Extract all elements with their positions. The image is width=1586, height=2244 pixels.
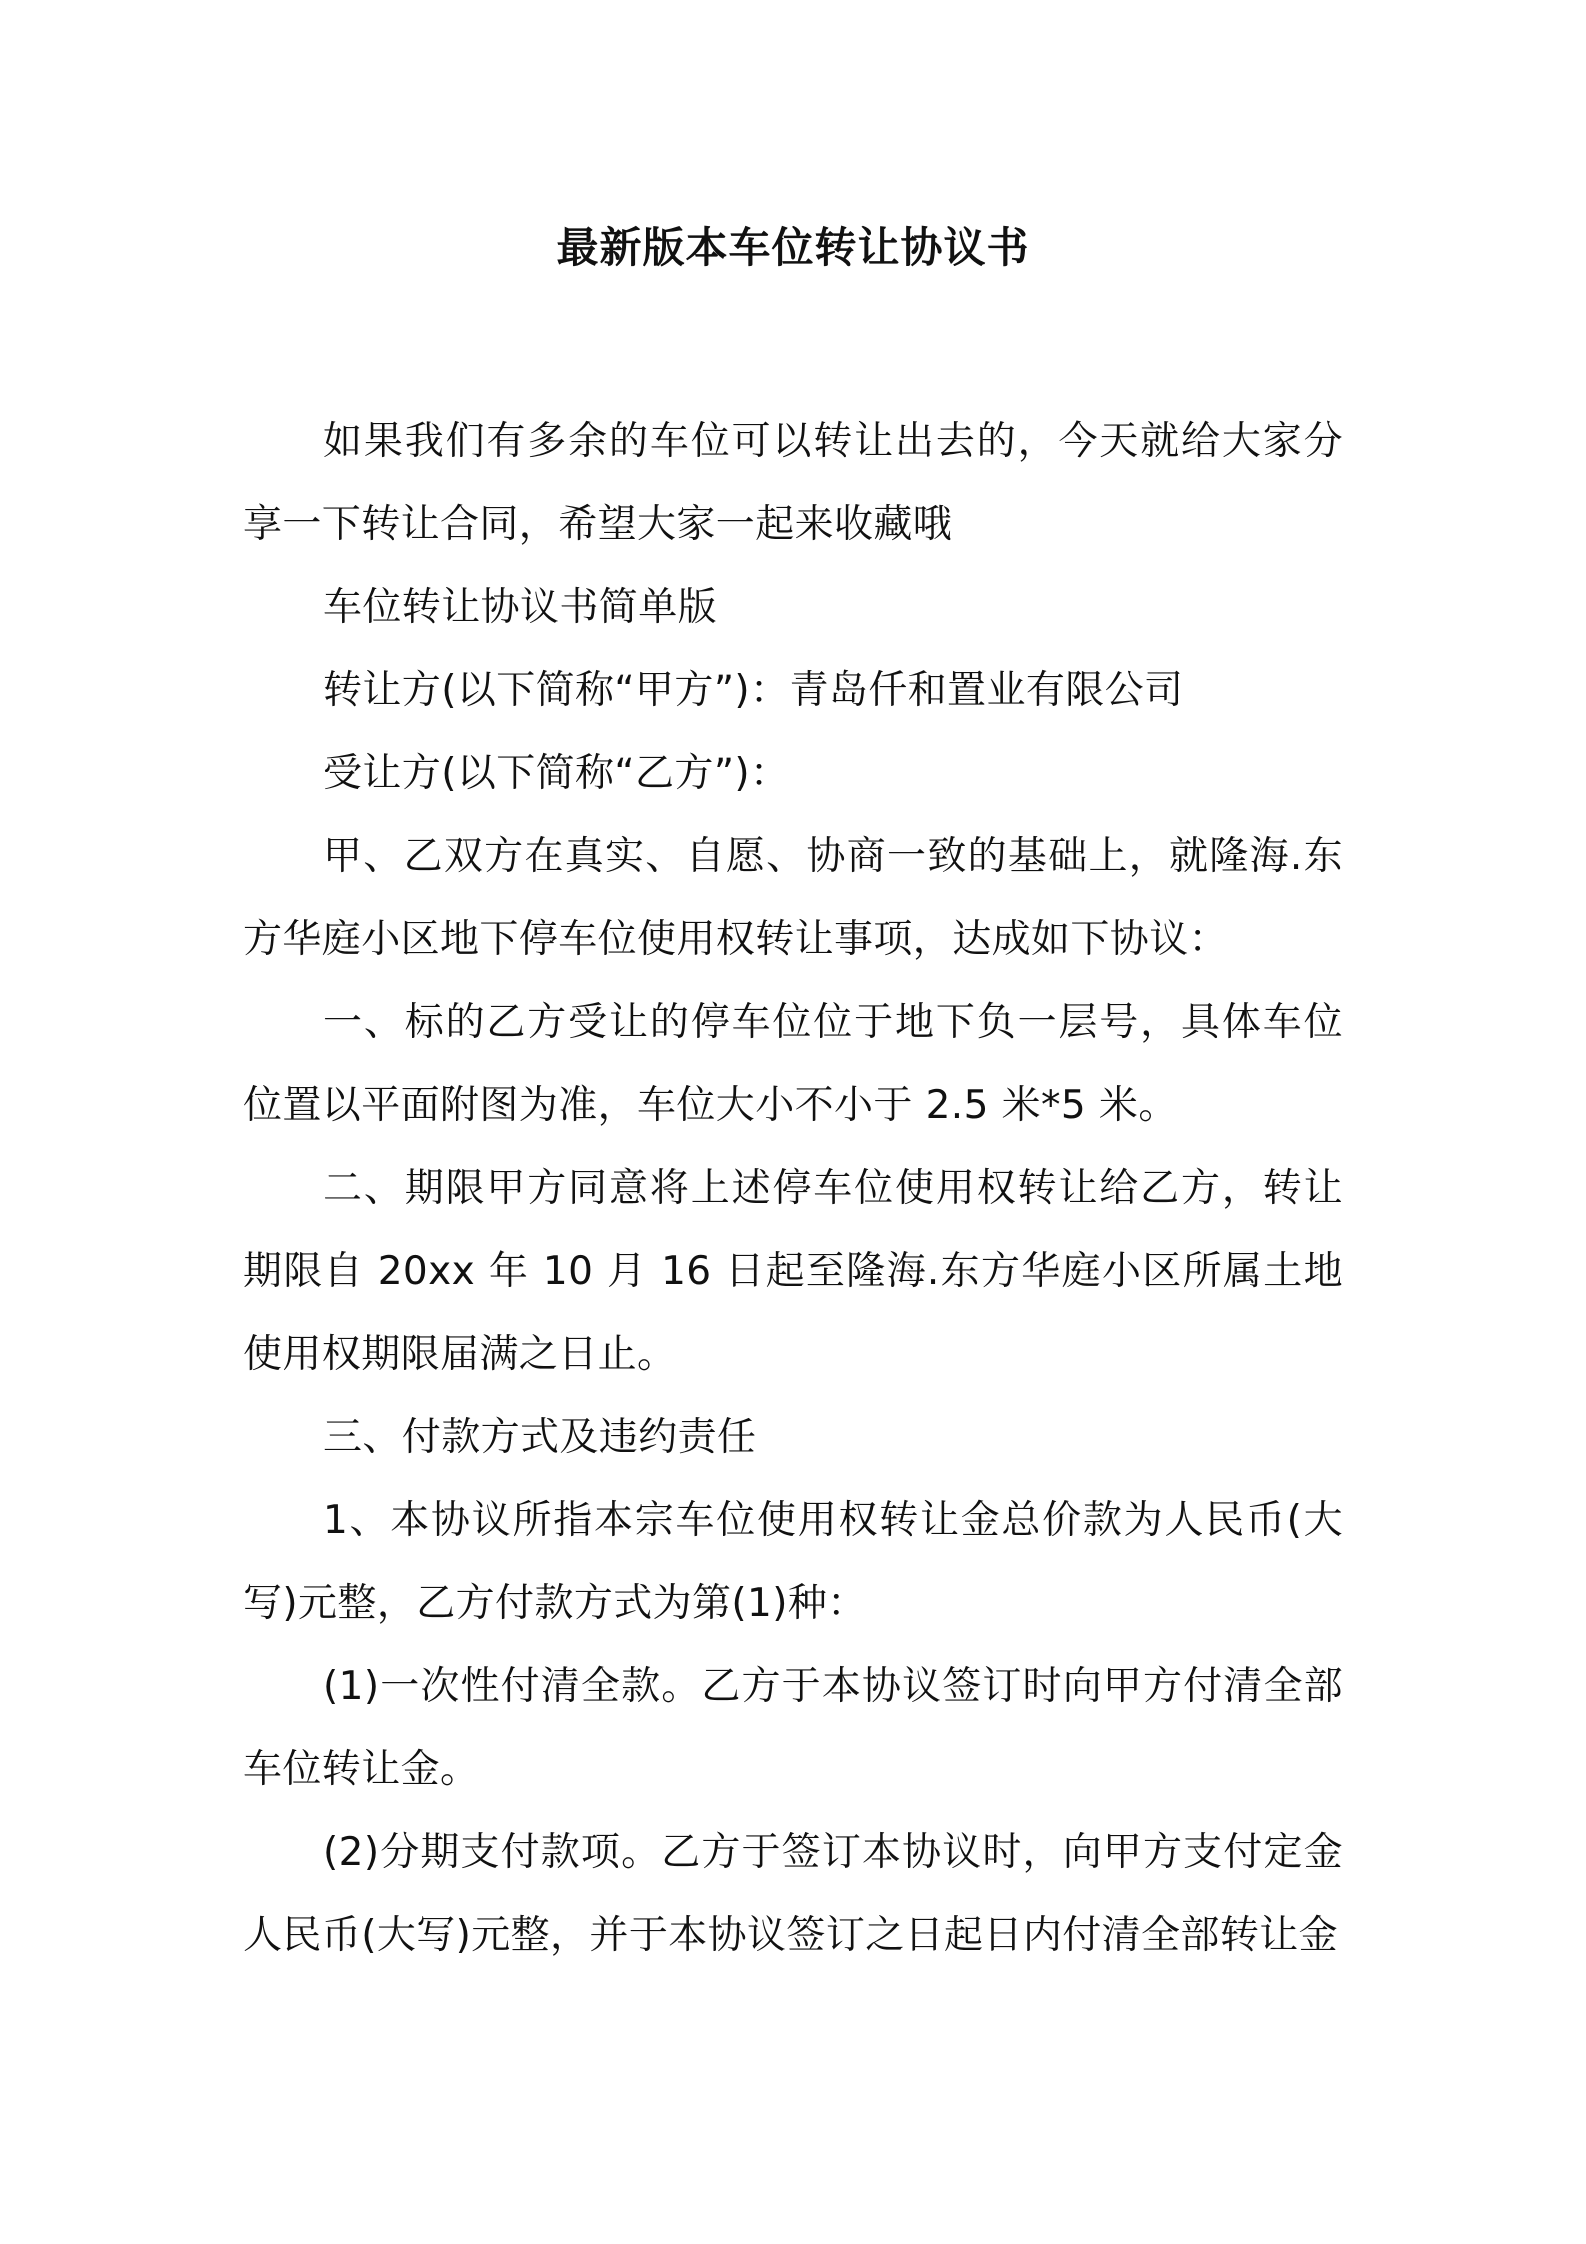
paragraph-clause-3-heading: 三、付款方式及违约责任 — [323, 1415, 757, 1460]
paragraph-preamble: 甲、乙双方在真实、自愿、协商一致的基础上，就隆海.东方华庭小区地下停车位使用权转让事项，达成如下协议： — [243, 834, 1343, 962]
document-title: 最新版本车位转让协议书 — [556, 223, 1030, 272]
paragraph-subtitle: 车位转让协议书简单版 — [323, 585, 718, 630]
paragraph-payment-option-1: (1)一次性付清全款。乙方于本协议签订时向甲方付清全部车位转让金。 — [243, 1664, 1343, 1792]
paragraph-clause-1: 一、标的乙方受让的停车位位于地下负一层号，具体车位位置以平面附图为准，车位大小不小于 2.5 米*5 米。 — [243, 1000, 1343, 1128]
document-body — [243, 400, 1343, 1977]
paragraph-transferee: 受让方(以下简称“乙方”)： — [323, 751, 790, 796]
paragraph-transferor: 转让方(以下简称“甲方”)：青岛仟和置业有限公司 — [323, 668, 1184, 713]
paragraph-intro: 如果我们有多余的车位可以转让出去的，今天就给大家分享一下转让合同，希望大家一起来收藏哦 — [243, 419, 1343, 547]
paragraph-payment-option-2: (2)分期支付款项。乙方于签订本协议时，向甲方支付定金人民币(大写)元整，并于本协议签订之日起日内付清全部转让金 — [243, 1830, 1343, 1958]
paragraph-clause-3-1: 1、本协议所指本宗车位使用权转让金总价款为人民币(大写)元整，乙方付款方式为第(1)种： — [243, 1498, 1343, 1626]
paragraph-clause-2: 二、期限甲方同意将上述停车位使用权转让给乙方，转让期限自 20xx 年 10 月 16 日起至隆海.东方华庭小区所属土地使用权期限届满之日止。 — [243, 1166, 1343, 1377]
